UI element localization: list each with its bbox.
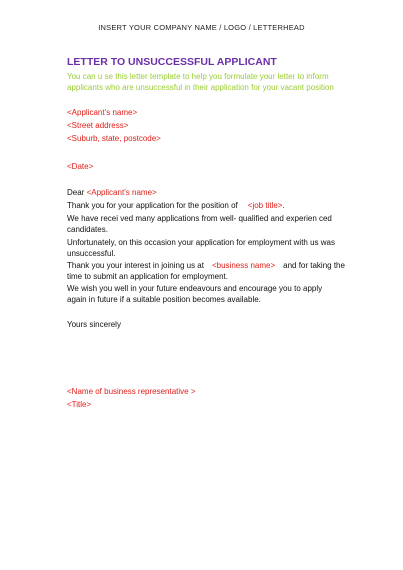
paragraph-unsuccessful-line-2: unsuccessful. bbox=[67, 248, 116, 258]
job-title-placeholder: <job title> bbox=[247, 201, 283, 210]
business-name-placeholder: <business name> bbox=[211, 261, 276, 270]
recipient-street: <Street address> bbox=[67, 121, 129, 130]
paragraph-thanks-line-2: time to submit an application for employment. bbox=[67, 271, 228, 281]
paragraph-applications-line-2: candidates. bbox=[67, 224, 108, 234]
paragraph-well-wishes-line-1: We wish you well in your future endeavours and encourage you to apply bbox=[67, 284, 323, 293]
template-instructions bbox=[67, 71, 334, 93]
paragraph-unsuccessful-line-1: Unfortunately, on this occasion your application for employment with us was bbox=[67, 238, 335, 247]
letter-title: LETTER TO UNSUCCESSFUL APPLICANT bbox=[67, 56, 277, 68]
letterhead-placeholder: INSERT YOUR COMPANY NAME / LOGO / LETTERHEAD bbox=[98, 23, 305, 32]
closing: Yours sincerely bbox=[67, 320, 121, 329]
signature-block bbox=[67, 385, 196, 411]
paragraph-position-text: Thank you for your application for the position of bbox=[67, 201, 238, 210]
paragraph-thanks-line-1 bbox=[67, 261, 345, 272]
paragraph-applications-line-1: We have recei ved many applications from well- qualified and experien ced bbox=[67, 214, 332, 223]
signatory-title: <Title> bbox=[67, 400, 92, 409]
instructions-line-2: applicants who are unsuccessful in their application for your vacant position bbox=[67, 83, 334, 92]
paragraph-applications bbox=[67, 214, 332, 235]
recipient-name: <Applicant’s name> bbox=[67, 108, 138, 117]
paragraph-position-end: . bbox=[282, 201, 285, 210]
signatory-name: <Name of business representative > bbox=[67, 387, 196, 396]
paragraph-well-wishes bbox=[67, 284, 322, 305]
salutation-prefix: Dear bbox=[67, 188, 85, 197]
paragraph-thanks-start: Thank you your interest in joining us at bbox=[67, 261, 204, 270]
paragraph-thanks-end: and for taking the bbox=[283, 261, 345, 270]
paragraph-position bbox=[67, 201, 285, 212]
letter-date: <Date> bbox=[67, 162, 94, 171]
recipient-suburb: <Suburb, state, postcode> bbox=[67, 134, 161, 143]
salutation-name: <Applicant’s name> bbox=[86, 188, 157, 197]
paragraph-unsuccessful bbox=[67, 238, 335, 259]
paragraph-thanks bbox=[67, 261, 345, 282]
paragraph-well-wishes-line-2: again in future if a suitable position becomes available. bbox=[67, 294, 261, 304]
instructions-line-1: You can u se this letter template to help you formulate your letter to inform bbox=[67, 72, 329, 81]
recipient-address bbox=[67, 106, 161, 145]
salutation bbox=[67, 188, 157, 199]
